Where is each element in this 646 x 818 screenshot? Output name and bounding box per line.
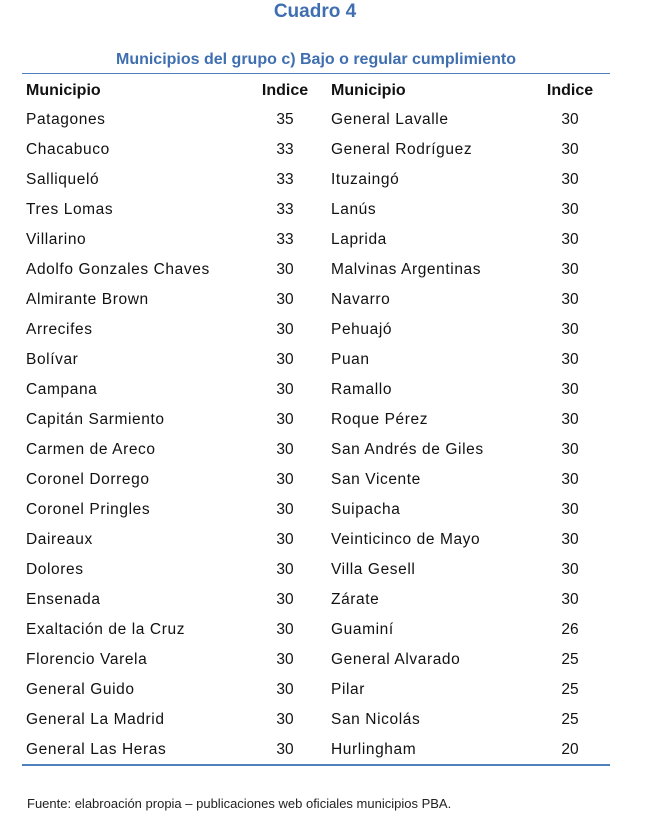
indice-left-cell: 30 <box>276 441 294 458</box>
table-row <box>22 285 610 315</box>
indice-left-cell: 30 <box>276 291 294 308</box>
indice-left-cell: 30 <box>276 621 294 638</box>
table-row <box>22 255 610 285</box>
table-row <box>22 405 610 435</box>
indice-right-cell: 30 <box>561 171 579 188</box>
municipio-left-cell: Almirante Brown <box>26 291 149 308</box>
table-row <box>22 315 610 345</box>
municipio-right-cell: Veinticinco de Mayo <box>331 531 481 548</box>
indice-left-cell: 30 <box>276 711 294 728</box>
indice-left-cell: 30 <box>276 741 294 758</box>
source-note: Fuente: elabroación propia – publicaciones web oficiales municipios PBA. <box>27 796 452 811</box>
header-municipio-right: Municipio <box>331 81 406 99</box>
municipio-right-cell: General Alvarado <box>331 651 461 668</box>
municipio-right-cell: San Nicolás <box>331 711 421 728</box>
indice-right-cell: 30 <box>561 141 579 158</box>
table-row <box>22 495 610 525</box>
indice-left-cell: 30 <box>276 501 294 518</box>
municipio-right-cell: Malvinas Argentinas <box>331 261 482 278</box>
municipio-left-cell: Coronel Dorrego <box>26 471 150 488</box>
indice-right-cell: 30 <box>561 501 579 518</box>
top-rule <box>22 73 610 74</box>
indice-left-cell: 30 <box>276 681 294 698</box>
indice-right-cell: 30 <box>561 591 579 608</box>
municipio-right-cell: Roque Pérez <box>331 411 429 428</box>
indice-left-cell: 35 <box>276 111 294 128</box>
municipio-left-cell: Arrecifes <box>26 321 93 338</box>
municipio-right-cell: Laprida <box>331 231 387 248</box>
header-indice-left: Indice <box>261 81 309 99</box>
table-subtitle: Municipios del grupo c) Bajo o regular cumplimiento <box>115 51 517 68</box>
table-row <box>22 555 610 585</box>
indice-left-cell: 30 <box>276 381 294 398</box>
table-row <box>22 105 610 135</box>
municipio-left-cell: Adolfo Gonzales Chaves <box>26 261 210 278</box>
indice-right-cell: 30 <box>561 351 579 368</box>
municipio-left-cell: Ensenada <box>26 591 101 608</box>
municipio-left-cell: Coronel Pringles <box>26 501 151 518</box>
municipio-left-cell: Bolívar <box>26 351 79 368</box>
indice-left-cell: 33 <box>276 141 294 158</box>
municipio-right-cell: Hurlingham <box>331 741 417 758</box>
table-row <box>22 375 610 405</box>
municipio-right-cell: Ituzaingó <box>331 171 400 188</box>
indice-right-cell: 30 <box>561 561 579 578</box>
indice-right-cell: 26 <box>561 621 579 638</box>
municipio-right-cell: General Rodríguez <box>331 141 473 158</box>
table-row <box>22 435 610 465</box>
table-row <box>22 675 610 705</box>
indice-left-cell: 30 <box>276 561 294 578</box>
indice-right-cell: 30 <box>561 291 579 308</box>
municipio-left-cell: Capitán Sarmiento <box>26 411 165 428</box>
table-row <box>22 345 610 375</box>
municipio-right-cell: Pilar <box>331 681 366 698</box>
municipio-right-cell: San Andrés de Giles <box>331 441 484 458</box>
indice-left-cell: 30 <box>276 471 294 488</box>
municipio-right-cell: Lanús <box>331 201 377 218</box>
municipio-right-cell: Puan <box>331 351 370 368</box>
municipio-left-cell: Exaltación de la Cruz <box>26 621 186 638</box>
indice-left-cell: 30 <box>276 531 294 548</box>
indice-left-cell: 30 <box>276 321 294 338</box>
indice-right-cell: 30 <box>561 111 579 128</box>
municipio-left-cell: Chacabuco <box>26 141 110 158</box>
table-body <box>22 105 610 765</box>
indice-right-cell: 25 <box>561 651 579 668</box>
municipio-left-cell: Florencio Varela <box>26 651 148 668</box>
municipio-right-cell: Suipacha <box>331 501 401 518</box>
table-row <box>22 165 610 195</box>
indice-left-cell: 30 <box>276 261 294 278</box>
header-row <box>22 76 610 105</box>
municipio-right-cell: Villa Gesell <box>331 561 416 578</box>
table-row <box>22 465 610 495</box>
table-row <box>22 735 610 765</box>
municipio-left-cell: General Las Heras <box>26 741 167 758</box>
municipio-left-cell: General La Madrid <box>26 711 165 728</box>
indice-right-cell: 30 <box>561 411 579 428</box>
indice-left-cell: 33 <box>276 231 294 248</box>
municipio-left-cell: Campana <box>26 381 98 398</box>
municipio-left-cell: General Guido <box>26 681 135 698</box>
table-row <box>22 135 610 165</box>
table-row <box>22 195 610 225</box>
indice-right-cell: 30 <box>561 201 579 218</box>
indice-left-cell: 30 <box>276 651 294 668</box>
indice-left-cell: 33 <box>276 201 294 218</box>
municipio-left-cell: Villarino <box>26 231 87 248</box>
municipios-table <box>22 76 610 765</box>
indice-right-cell: 30 <box>561 531 579 548</box>
municipio-right-cell: Ramallo <box>331 381 393 398</box>
indice-right-cell: 25 <box>561 681 579 698</box>
indice-left-cell: 30 <box>276 591 294 608</box>
municipio-left-cell: Daireaux <box>26 531 93 548</box>
municipio-left-cell: Carmen de Areco <box>26 441 156 458</box>
indice-right-cell: 30 <box>561 381 579 398</box>
municipio-right-cell: General Lavalle <box>331 111 449 128</box>
table-row <box>22 585 610 615</box>
municipio-left-cell: Salliqueló <box>26 171 100 188</box>
indice-left-cell: 30 <box>276 351 294 368</box>
table-row <box>22 525 610 555</box>
header-municipio-left: Municipio <box>26 81 101 99</box>
municipio-left-cell: Dolores <box>26 561 84 578</box>
table-row <box>22 645 610 675</box>
municipio-left-cell: Patagones <box>26 111 106 128</box>
indice-right-cell: 20 <box>561 741 579 758</box>
table-title: Cuadro 4 <box>273 1 357 22</box>
municipio-right-cell: San Vicente <box>331 471 421 488</box>
indice-right-cell: 30 <box>561 441 579 458</box>
municipio-left-cell: Tres Lomas <box>26 201 114 218</box>
table-row <box>22 705 610 735</box>
indice-right-cell: 30 <box>561 231 579 248</box>
municipio-right-cell: Zárate <box>331 591 380 608</box>
indice-left-cell: 33 <box>276 171 294 188</box>
indice-left-cell: 30 <box>276 411 294 428</box>
table-row <box>22 225 610 255</box>
header-indice-right: Indice <box>546 81 594 99</box>
indice-right-cell: 25 <box>561 711 579 728</box>
indice-right-cell: 30 <box>561 321 579 338</box>
indice-right-cell: 30 <box>561 471 579 488</box>
bottom-rule <box>22 764 610 766</box>
municipio-right-cell: Pehuajó <box>331 321 393 338</box>
table-row <box>22 615 610 645</box>
municipio-right-cell: Navarro <box>331 291 391 308</box>
municipio-right-cell: Guaminí <box>331 621 394 638</box>
indice-right-cell: 30 <box>561 261 579 278</box>
